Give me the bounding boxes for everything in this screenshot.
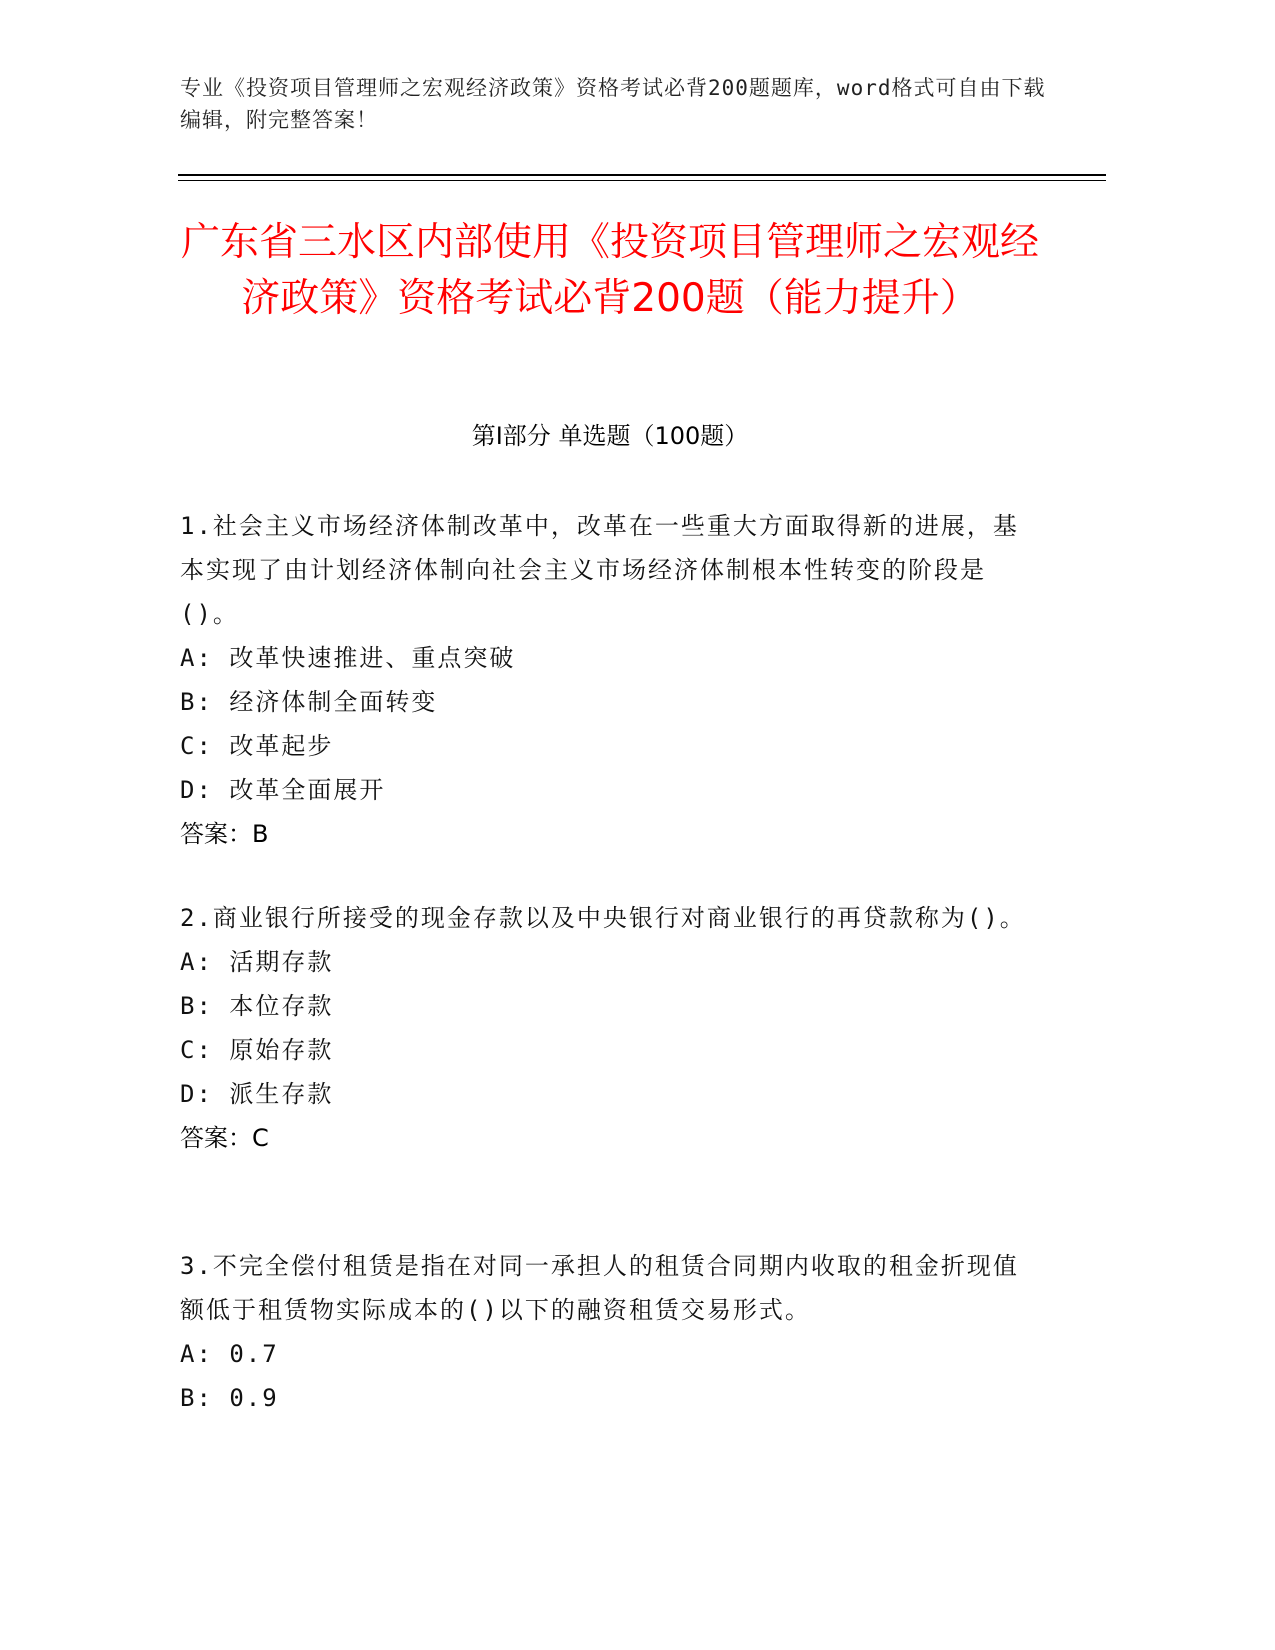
header-divider-thin bbox=[178, 180, 1106, 181]
option-b: B: 经济体制全面转变 bbox=[180, 688, 438, 716]
option-c: C: 原始存款 bbox=[180, 1036, 334, 1064]
option-b: B: 0.9 bbox=[180, 1384, 279, 1412]
section-title: 第Ⅰ部分 单选题（100题） bbox=[471, 422, 749, 450]
question-stem: 3.不完全偿付租赁是指在对同一承担人的租赁合同期内收取的租金折现值额低于租赁物实际成本的()以下的融资租赁交易形式。 bbox=[180, 1252, 1019, 1324]
question-stem: 1.社会主义市场经济体制改革中，改革在一些重大方面取得新的进展，基本实现了由计划经济体制向社会主义市场经济体制根本性转变的阶段是()。 bbox=[180, 512, 1019, 628]
option-d: D: 派生存款 bbox=[180, 1080, 334, 1108]
option-c: C: 改革起步 bbox=[180, 732, 334, 760]
option-a: A: 改革快速推进、重点突破 bbox=[180, 644, 516, 672]
option-a: A: 活期存款 bbox=[180, 948, 334, 976]
header-note: 专业《投资项目管理师之宏观经济政策》资格考试必背200题题库，word格式可自由下载编辑，附完整答案！ bbox=[180, 76, 1046, 132]
document-title: 广东省三水区内部使用《投资项目管理师之宏观经济政策》资格考试必背200题（能力提升） bbox=[180, 220, 1039, 321]
option-b: B: 本位存款 bbox=[180, 992, 334, 1020]
answer: 答案：B bbox=[180, 820, 269, 848]
option-a: A: 0.7 bbox=[180, 1340, 279, 1368]
question-stem: 2.商业银行所接受的现金存款以及中央银行对商业银行的再贷款称为()。 bbox=[180, 904, 1026, 932]
option-d: D: 改革全面展开 bbox=[180, 776, 386, 804]
question-item bbox=[180, 896, 1030, 1160]
answer: 答案：C bbox=[180, 1124, 269, 1152]
question-item bbox=[180, 504, 1030, 856]
question-item bbox=[180, 1244, 1030, 1420]
header-divider-thick bbox=[178, 174, 1106, 176]
